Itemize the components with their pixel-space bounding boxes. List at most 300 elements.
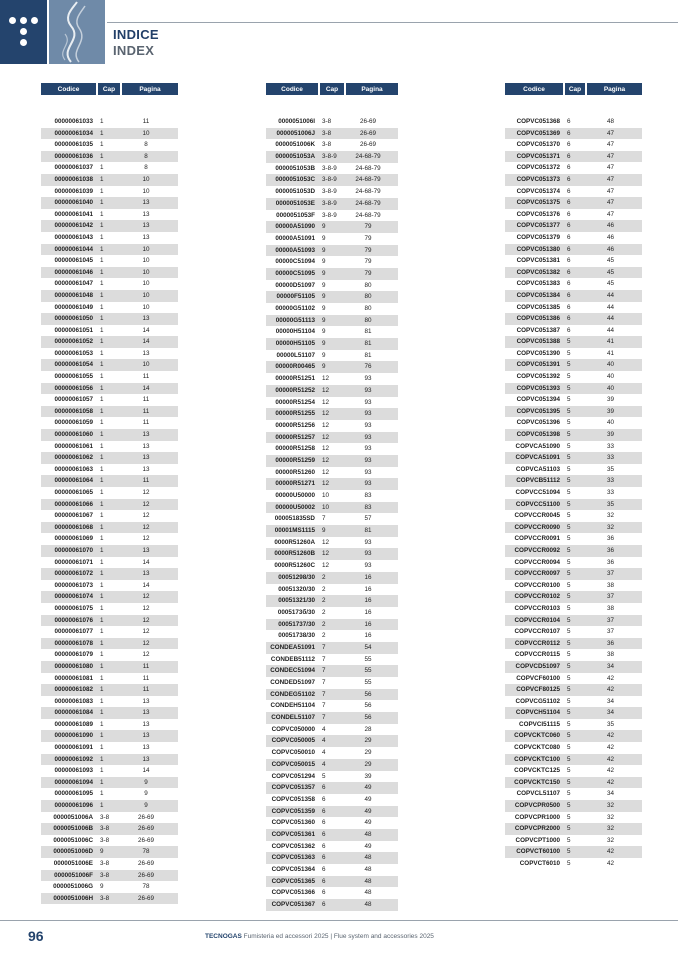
code-cell: 00051737/30	[278, 620, 315, 628]
page-cell: 49	[364, 807, 372, 815]
table-row	[41, 394, 178, 406]
chapter-cell: 5	[567, 755, 571, 763]
code-cell: 0000R51260A	[274, 538, 315, 546]
table-row	[266, 408, 398, 420]
chapter-cell: 1	[100, 535, 104, 543]
page-cell: 10	[142, 129, 150, 137]
table-row	[505, 707, 642, 719]
code-cell: COPVC051361	[271, 830, 315, 838]
page-cell: 14	[142, 338, 150, 346]
page-cell: 32	[606, 836, 614, 844]
page-cell: 13	[142, 233, 150, 241]
chapter-cell: 12	[322, 445, 330, 453]
page-cell: 42	[606, 767, 614, 775]
table-row	[505, 452, 642, 464]
header-divider	[107, 22, 678, 23]
code-cell: COPVC051373	[516, 175, 560, 183]
code-cell: COPVC051360	[271, 819, 315, 827]
code-cell: COPVC051392	[516, 373, 560, 381]
table-row	[41, 568, 178, 580]
chapter-cell: 6	[567, 129, 571, 137]
chapter-cell: 5	[567, 813, 571, 821]
chapter-cell: 5	[322, 772, 326, 780]
code-cell: COPVCCR0100	[514, 581, 560, 589]
code-cell: 00000061038	[54, 175, 93, 183]
table-row	[505, 765, 642, 777]
table-row	[266, 198, 398, 210]
code-cell: COPVC050010	[271, 749, 315, 757]
table-row	[505, 788, 642, 800]
table-row	[266, 361, 398, 373]
chapter-cell: 2	[322, 632, 326, 640]
page-cell: 11	[142, 686, 150, 694]
page-cell: 16	[364, 620, 372, 628]
chapter-cell: 1	[100, 257, 104, 265]
chapter-cell: 1	[100, 175, 104, 183]
table-row	[505, 823, 642, 835]
table-row	[505, 499, 642, 511]
code-cell: 0000051053E	[275, 199, 315, 207]
table-row	[266, 677, 398, 689]
code-cell: 00000061034	[54, 129, 93, 137]
code-cell: 00000061058	[54, 407, 93, 415]
code-cell: 00000A51093	[275, 246, 315, 254]
page-cell: 24-68-79	[355, 176, 381, 184]
page-cell: 93	[364, 421, 372, 429]
code-cell: 00000061054	[54, 361, 93, 369]
code-cell: 0000051006H	[53, 894, 93, 902]
page-cell: 12	[142, 512, 150, 520]
code-cell: COPVCCR0092	[514, 546, 560, 554]
chapter-cell: 3-8	[100, 894, 110, 902]
footer-caption	[205, 933, 434, 940]
page-cell: 16	[364, 573, 372, 581]
code-cell: 00000U50002	[275, 503, 315, 511]
page-cell: 38	[606, 581, 614, 589]
page-cell: 34	[606, 662, 614, 670]
table-row	[266, 642, 398, 654]
table-row	[505, 696, 642, 708]
page-cell: 46	[606, 245, 614, 253]
code-cell: COPVCF60100	[516, 674, 560, 682]
chapter-cell: 9	[322, 293, 326, 301]
table-body	[505, 116, 642, 870]
table-row	[266, 548, 398, 560]
table-row	[266, 478, 398, 490]
table-row	[41, 719, 178, 731]
chapter-cell: 5	[567, 651, 571, 659]
table-row	[41, 684, 178, 696]
chapter-cell: 9	[322, 527, 326, 535]
chapter-cell: 9	[100, 883, 104, 891]
page-cell: 28	[364, 725, 372, 733]
chapter-cell: 3-8	[322, 129, 332, 137]
code-cell: COPVCG51102	[515, 697, 560, 705]
page-cell: 11	[142, 662, 150, 670]
code-cell: COPVC051369	[516, 129, 560, 137]
page-cell: 56	[364, 702, 372, 710]
page-cell: 13	[142, 709, 150, 717]
table-row	[505, 626, 642, 638]
page-cell: 11	[142, 118, 150, 125]
page-cell: 83	[364, 503, 372, 511]
table-row	[41, 325, 178, 337]
table-row	[505, 800, 642, 812]
code-cell: 00000061043	[54, 233, 93, 241]
table-row	[505, 591, 642, 603]
code-cell: COPVC051380	[516, 245, 560, 253]
table-row	[41, 359, 178, 371]
code-cell: COPVC051388	[516, 338, 560, 346]
code-cell: COPVC051379	[516, 233, 560, 241]
code-cell: COPVCKTC080	[514, 744, 560, 752]
chapter-cell: 10	[322, 503, 330, 511]
chapter-cell: 1	[100, 755, 104, 763]
code-cell: 00000R51254	[275, 398, 315, 406]
chapter-cell: 1	[100, 326, 104, 334]
table-row	[41, 290, 178, 302]
page-cell: 8	[144, 152, 148, 160]
chapter-cell: 6	[567, 257, 571, 265]
code-cell: COPVC051398	[516, 431, 560, 439]
page-cell: 26-69	[137, 825, 155, 833]
code-cell: 00000061037	[54, 164, 93, 172]
code-cell: COPVC051391	[516, 361, 560, 369]
table-row	[266, 794, 398, 806]
chapter-cell: 3-8	[322, 141, 332, 149]
chapter-cell: 12	[322, 433, 330, 441]
chapter-cell: 12	[322, 456, 330, 464]
code-cell: COPVC051390	[516, 349, 560, 357]
table-row	[505, 197, 642, 209]
chapter-cell: 5	[567, 338, 571, 346]
chapter-cell: 6	[567, 118, 571, 125]
code-cell: COPVCCR0103	[514, 604, 560, 612]
chapter-cell: 2	[322, 585, 326, 593]
page-cell: 93	[364, 445, 372, 453]
chapter-cell: 2	[322, 608, 326, 616]
chapter-cell: 6	[322, 877, 326, 885]
chapter-cell: 1	[100, 651, 104, 659]
chapter-cell: 1	[100, 222, 104, 230]
chapter-cell: 1	[100, 315, 104, 323]
chapter-cell: 12	[322, 468, 330, 476]
chapter-cell: 1	[100, 118, 104, 125]
chapter-cell: 6	[322, 784, 326, 792]
page-cell: 39	[606, 407, 614, 415]
page-cell: 80	[364, 293, 372, 301]
table-row	[505, 777, 642, 789]
code-cell: 00000R51260	[275, 468, 315, 476]
code-cell: COPVCCR0045	[514, 512, 560, 520]
table-row	[266, 876, 398, 888]
code-cell: 00000F51105	[276, 293, 315, 301]
page-cell: 9	[144, 802, 148, 810]
chapter-cell: 1	[100, 465, 104, 473]
table-row	[505, 290, 642, 302]
chapter-cell: 3-8-9	[322, 199, 337, 207]
table-row	[505, 267, 642, 279]
table-row	[505, 174, 642, 186]
code-cell: COPVCC51100	[515, 500, 560, 508]
page-cell: 33	[606, 489, 614, 496]
code-cell: 00051298/30	[278, 573, 315, 581]
table-row	[505, 846, 642, 858]
code-cell: 00000061061	[54, 442, 93, 450]
code-cell: 00000061047	[54, 280, 93, 288]
page-cell: 93	[364, 433, 372, 441]
chapter-cell: 5	[567, 407, 571, 415]
code-cell: 00000061033	[54, 118, 93, 125]
code-cell: 00000R51271	[275, 480, 315, 488]
chapter-cell: 5	[567, 512, 571, 520]
page-cell: 10	[142, 268, 150, 276]
chapter-cell: 1	[100, 581, 104, 589]
table-row	[266, 619, 398, 631]
chapter-cell: 7	[322, 702, 326, 710]
chapter-cell: 6	[567, 152, 571, 160]
code-cell: 00000061075	[54, 604, 93, 612]
code-cell: 0000051006G	[53, 883, 93, 891]
page-cell: 24-68-79	[355, 211, 381, 219]
table-row	[41, 499, 178, 511]
table-row	[41, 128, 178, 140]
table-row	[266, 829, 398, 841]
table-row	[505, 858, 642, 870]
code-cell: CONDEG51102	[270, 690, 315, 698]
code-cell: COPVC051385	[516, 303, 560, 311]
chapter-cell: 1	[100, 349, 104, 357]
page-cell: 47	[606, 199, 614, 207]
chapter-cell: 5	[567, 558, 571, 566]
table-row	[41, 858, 178, 870]
page-cell: 48	[606, 118, 614, 125]
chapter-cell: 2	[322, 573, 326, 581]
chapter-cell: 3-8-9	[322, 211, 337, 219]
chapter-cell: 9	[322, 281, 326, 289]
table-row	[266, 560, 398, 572]
code-cell: COPVC050000	[271, 725, 315, 733]
code-cell: COPVCCR0090	[514, 523, 560, 531]
page-cell: 80	[364, 281, 372, 289]
chapter-cell: 1	[100, 164, 104, 172]
table-row	[505, 406, 642, 418]
page-cell: 49	[364, 842, 372, 850]
code-cell: 00000061053	[54, 349, 93, 357]
column-header-codice: Codice	[41, 83, 96, 95]
code-cell: 00000061069	[54, 535, 93, 543]
code-cell: COPVC051358	[271, 795, 315, 803]
table-row	[41, 220, 178, 232]
code-cell: COPVC051366	[271, 889, 315, 897]
table-row	[266, 630, 398, 642]
chapter-cell: 12	[322, 375, 330, 383]
table-row	[41, 603, 178, 615]
chapter-cell: 1	[100, 396, 104, 404]
page-cell: 38	[606, 604, 614, 612]
page-cell: 24-68-79	[355, 164, 381, 172]
page-cell: 13	[142, 546, 150, 554]
code-cell: 00000061074	[54, 593, 93, 601]
code-cell: 00000C51095	[275, 269, 315, 277]
table-header	[266, 83, 398, 95]
chapter-cell: 4	[322, 749, 326, 757]
page-cell: 16	[364, 632, 372, 640]
chapter-cell: 7	[322, 643, 326, 651]
chapter-cell: 5	[567, 373, 571, 381]
page-cell: 26-69	[137, 836, 155, 844]
table-row	[41, 348, 178, 360]
page-cell: 9	[144, 778, 148, 786]
page-cell: 36	[606, 558, 614, 566]
table-row	[505, 754, 642, 766]
table-row	[505, 649, 642, 661]
chapter-cell: 1	[100, 616, 104, 624]
page-cell: 93	[364, 398, 372, 406]
code-cell: 00000H51104	[275, 328, 315, 336]
code-cell: COPVCPR1000	[514, 813, 560, 821]
table-row	[41, 278, 178, 290]
page-cell: 10	[142, 245, 150, 253]
code-cell: 00000061091	[54, 744, 93, 752]
code-cell: 00000061084	[54, 709, 93, 717]
chapter-cell: 1	[100, 709, 104, 717]
index-table-2	[266, 83, 398, 911]
table-row	[505, 615, 642, 627]
page-cell: 42	[606, 860, 614, 867]
code-cell: COPVCCR0097	[514, 570, 560, 578]
page-cell: 11	[142, 407, 150, 415]
chapter-cell: 3-8-9	[322, 188, 337, 196]
page-cell: 26-69	[359, 118, 377, 125]
code-cell: COPVCCR0107	[514, 628, 560, 636]
chapter-cell: 3-8	[100, 825, 110, 833]
table-row	[266, 607, 398, 619]
table-row	[505, 128, 642, 140]
page-cell: 33	[606, 442, 614, 450]
table-row	[41, 186, 178, 198]
chapter-cell: 1	[100, 604, 104, 612]
table-row	[266, 443, 398, 455]
chapter-cell: 9	[322, 363, 326, 371]
chapter-cell: 5	[567, 639, 571, 647]
page-cell: 36	[606, 535, 614, 543]
page-cell: 42	[606, 744, 614, 752]
page-cell: 47	[606, 210, 614, 218]
chapter-cell: 1	[100, 744, 104, 752]
code-cell: 00000061096	[54, 802, 93, 810]
page-cell: 14	[142, 558, 150, 566]
page-cell: 42	[606, 732, 614, 740]
code-cell: 00000061068	[54, 523, 93, 531]
table-body	[266, 116, 398, 911]
chapter-cell: 1	[100, 431, 104, 439]
code-cell: 0000051053C	[275, 176, 315, 184]
page-cell: 44	[606, 326, 614, 334]
table-row	[266, 256, 398, 268]
page-cell: 13	[142, 199, 150, 207]
code-cell: 00000G51102	[275, 305, 315, 312]
table-row	[41, 707, 178, 719]
page-cell: 10	[142, 175, 150, 183]
table-row	[41, 696, 178, 708]
chapter-cell: 1	[100, 454, 104, 462]
chapter-cell: 1	[100, 303, 104, 311]
code-cell: COPVC051384	[516, 291, 560, 299]
page-cell: 13	[142, 744, 150, 752]
chapter-cell: 5	[567, 709, 571, 717]
chapter-cell: 1	[100, 570, 104, 578]
chapter-cell: 5	[567, 431, 571, 439]
chapter-cell: 6	[567, 175, 571, 183]
page-cell: 48	[364, 901, 372, 909]
table-row	[41, 139, 178, 151]
table-row	[505, 255, 642, 267]
chapter-cell: 7	[322, 714, 326, 722]
table-row	[41, 232, 178, 244]
code-cell: COPVC051396	[516, 419, 560, 427]
chapter-cell: 7	[322, 515, 326, 523]
page-cell: 40	[606, 361, 614, 369]
code-cell: 00000R51258	[275, 445, 315, 453]
page-cell: 45	[606, 280, 614, 288]
chapter-cell: 6	[322, 795, 326, 803]
page-cell: 29	[364, 760, 372, 768]
chapter-cell: 5	[567, 720, 571, 728]
code-cell: COPVCPR0500	[514, 802, 560, 810]
table-row	[266, 315, 398, 327]
code-cell: COPVCCR0102	[514, 593, 560, 601]
chapter-cell: 5	[567, 535, 571, 543]
chapter-cell: 1	[100, 639, 104, 647]
chapter-cell: 5	[567, 767, 571, 775]
chapter-cell: 5	[567, 860, 571, 867]
table-row	[41, 533, 178, 545]
page-cell: 12	[142, 523, 150, 531]
table-row	[505, 209, 642, 221]
code-cell: COPVCA51103	[515, 465, 560, 473]
chapter-cell: 6	[567, 199, 571, 207]
table-row	[505, 684, 642, 696]
code-cell: 00000061045	[54, 257, 93, 265]
chapter-cell: 7	[322, 690, 326, 698]
chapter-cell: 3-8	[100, 860, 110, 867]
chapter-cell: 9	[322, 246, 326, 254]
code-cell: COPVCH51104	[515, 709, 560, 717]
page-cell: 26-69	[359, 141, 377, 149]
page-cell: 55	[364, 655, 372, 663]
table-row	[266, 899, 398, 911]
code-cell: COPVCPR2000	[514, 825, 560, 833]
code-cell: 0000R51260B	[274, 550, 315, 558]
code-cell: 00000061078	[54, 639, 93, 647]
chapter-cell: 1	[100, 199, 104, 207]
code-cell: 00000061073	[54, 581, 93, 589]
column-header-pagina: Pagina	[122, 83, 178, 95]
table-row	[505, 244, 642, 256]
table-row	[505, 325, 642, 337]
code-cell: 00000061057	[54, 396, 93, 404]
page-cell: 93	[364, 550, 372, 558]
chapter-cell: 5	[567, 477, 571, 485]
code-cell: COPVCC51094	[515, 489, 560, 496]
chapter-cell: 5	[567, 732, 571, 740]
page-cell: 13	[142, 431, 150, 439]
chapter-cell: 1	[100, 338, 104, 346]
page-cell: 13	[142, 570, 150, 578]
chapter-cell: 5	[567, 396, 571, 404]
table-row	[505, 545, 642, 557]
